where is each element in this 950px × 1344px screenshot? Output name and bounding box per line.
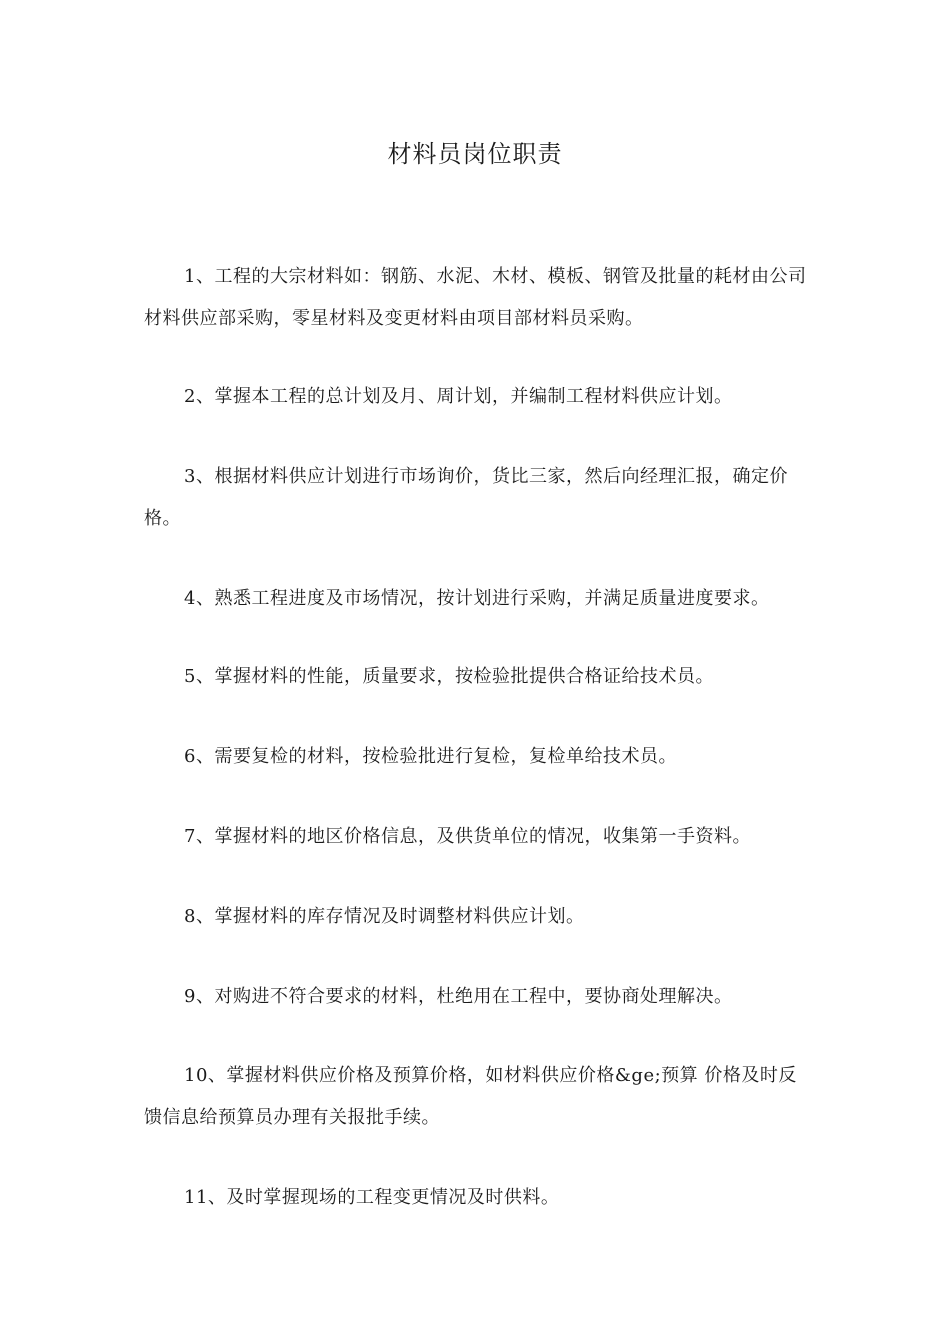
duty-item-7: 7、掌握材料的地区价格信息，及供货单位的情况，收集第一手资料。 [184,826,751,847]
duty-item-6: 6、需要复检的材料，按检验批进行复检，复检单给技术员。 [184,746,677,767]
page-title: 材料员岗位职责 [387,140,563,168]
duty-item-4: 4、熟悉工程进度及市场情况，按计划进行采购，并满足质量进度要求。 [184,588,770,609]
duty-item-8: 8、掌握材料的库存情况及时调整材料供应计划。 [184,906,585,927]
duty-item-9: 9、对购进不符合要求的材料，杜绝用在工程中，要协商处理解决。 [184,986,733,1007]
duty-item-2: 2、掌握本工程的总计划及月、周计划，并编制工程材料供应计划。 [184,386,733,407]
duty-item-10: 10、掌握材料供应价格及预算价格，如材料供应价格&ge;预算 价格及时反馈信息给预算员办理有关报批手续。 [144,1065,797,1128]
duty-item-5: 5、掌握材料的性能，质量要求，按检验批提供合格证给技术员。 [184,666,714,687]
duty-item-3: 3、根据材料供应计划进行市场询价，货比三家，然后向经理汇报，确定价格。 [144,466,788,529]
duty-item-1: 1、工程的大宗材料如：钢筋、水泥、木材、模板、钢管及批量的耗材由公司材料供应部采购，零星材料及变更材料由项目部材料员采购。 [144,266,807,329]
duty-item-11: 11、及时掌握现场的工程变更情况及时供料。 [184,1187,560,1208]
